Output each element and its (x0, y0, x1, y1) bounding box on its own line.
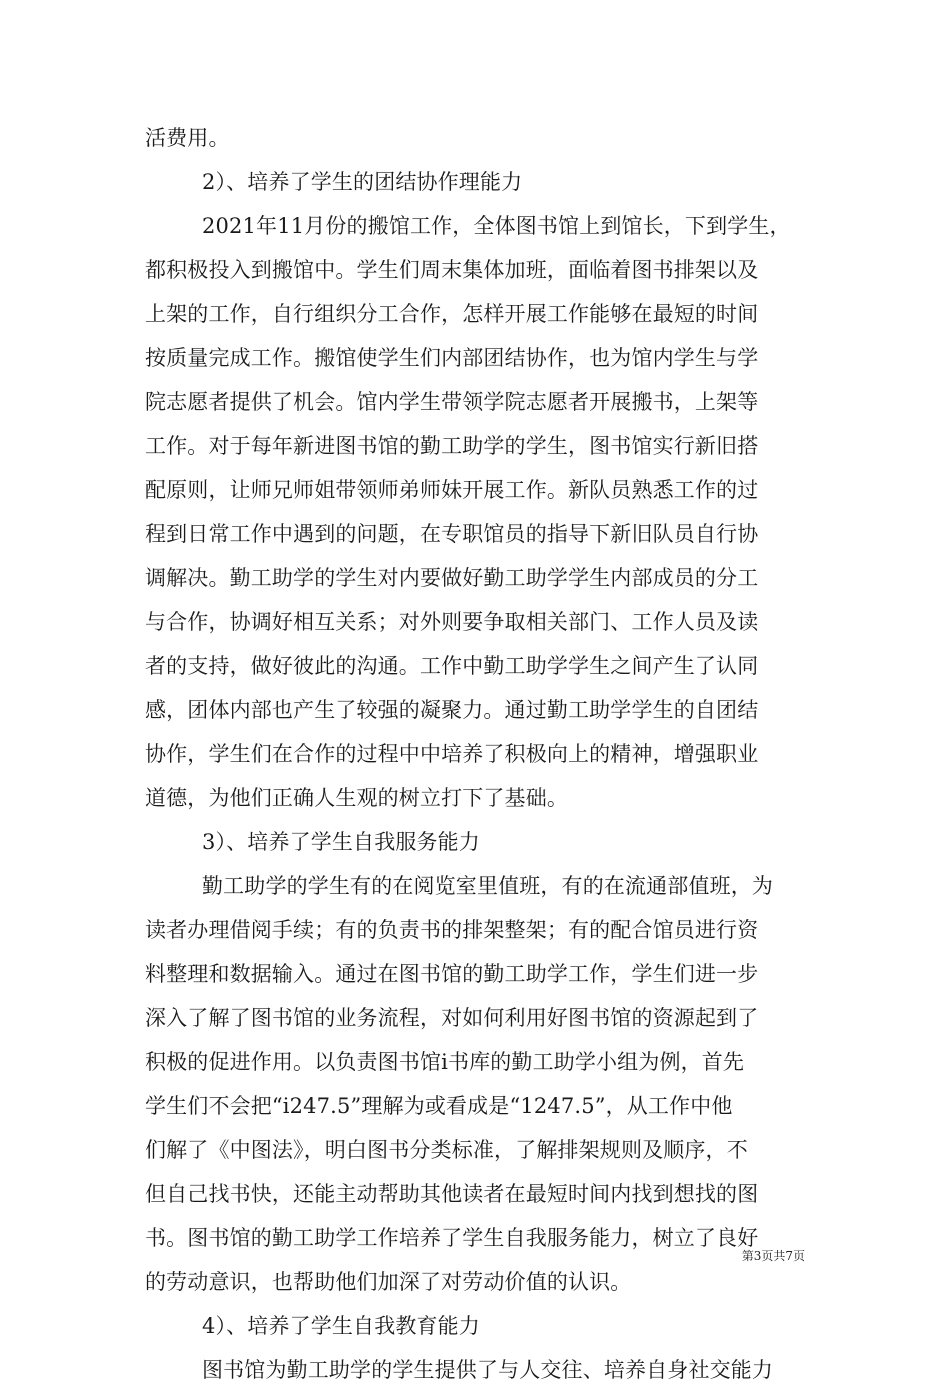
section-heading: 4）、培养了学生自我教育能力 (202, 1314, 480, 1338)
paragraph-line: 的劳动意识，也帮助他们加深了对劳动价值的认识。 (145, 1270, 632, 1294)
paragraph-line: 们解了《中图法》，明白图书分类标准，了解排架规则及顺序，不 (145, 1138, 748, 1162)
paragraph-line: 院志愿者提供了机会。馆内学生带领学院志愿者开展搬书，上架等 (145, 390, 759, 414)
paragraph-line: 工作。对于每年新进图书馆的勤工助学的学生，图书馆实行新旧搭 (145, 434, 759, 458)
paragraph-line: 道德，为他们正确人生观的树立打下了基础。 (145, 786, 568, 810)
paragraph-line: 按质量完成工作。搬馆使学生们内部团结协作，也为馆内学生与学 (145, 346, 759, 370)
page-number: 第3页共7页 (741, 1249, 805, 1263)
paragraph-line: 图书馆为勤工助学的学生提供了与人交往、培养自身社交能力 (202, 1358, 774, 1382)
paragraph-line: 活费用。 (145, 126, 230, 150)
section-heading: 2）、培养了学生的团结协作理能力 (202, 170, 523, 194)
paragraph-line: 上架的工作，自行组织分工合作，怎样开展工作能够在最短的时间 (145, 302, 759, 326)
section-heading: 3）、培养了学生自我服务能力 (202, 830, 480, 854)
paragraph-line: 都积极投入到搬馆中。学生们周末集体加班，面临着图书排架以及 (145, 258, 759, 282)
paragraph-line: 程到日常工作中遇到的问题，在专职馆员的指导下新旧队员自行协 (145, 522, 759, 546)
paragraph-line: 感，团体内部也产生了较强的凝聚力。通过勤工助学学生的自团结 (145, 698, 759, 722)
paragraph-line: 料整理和数据输入。通过在图书馆的勤工助学工作，学生们进一步 (145, 962, 759, 986)
paragraph-line: 积极的促进作用。以负责图书馆i书库的勤工助学小组为例，首先 (145, 1050, 745, 1074)
body-text (145, 116, 805, 1392)
paragraph-line: 书。图书馆的勤工助学工作培养了学生自我服务能力，树立了良好 (145, 1226, 759, 1250)
paragraph-line: 协作，学生们在合作的过程中中培养了积极向上的精神，增强职业 (145, 742, 759, 766)
paragraph-line: 深入了解了图书馆的业务流程，对如何利用好图书馆的资源起到了 (145, 1006, 759, 1030)
paragraph-line: 与合作，协调好相互关系；对外则要争取相关部门、工作人员及读 (145, 610, 759, 634)
paragraph-line: 学生们不会把“i247.5”理解为或看成是“1247.5”，从工作中他 (145, 1094, 733, 1118)
paragraph-line: 者的支持，做好彼此的沟通。工作中勤工助学学生之间产生了认同 (145, 654, 759, 678)
paragraph-line: 2021年11月份的搬馆工作，全体图书馆上到馆长，下到学生， (202, 214, 791, 238)
paragraph-line: 但自己找书快，还能主动帮助其他读者在最短时间内找到想找的图 (145, 1182, 759, 1206)
paragraph-line: 调解决。勤工助学的学生对内要做好勤工助学学生内部成员的分工 (145, 566, 759, 590)
paragraph-line: 勤工助学的学生有的在阅览室里值班，有的在流通部值班，为 (202, 874, 774, 898)
paragraph-line: 读者办理借阅手续；有的负责书的排架整架；有的配合馆员进行资 (145, 918, 759, 942)
paragraph-line: 配原则，让师兄师姐带领师弟师妹开展工作。新队员熟悉工作的过 (145, 478, 759, 502)
